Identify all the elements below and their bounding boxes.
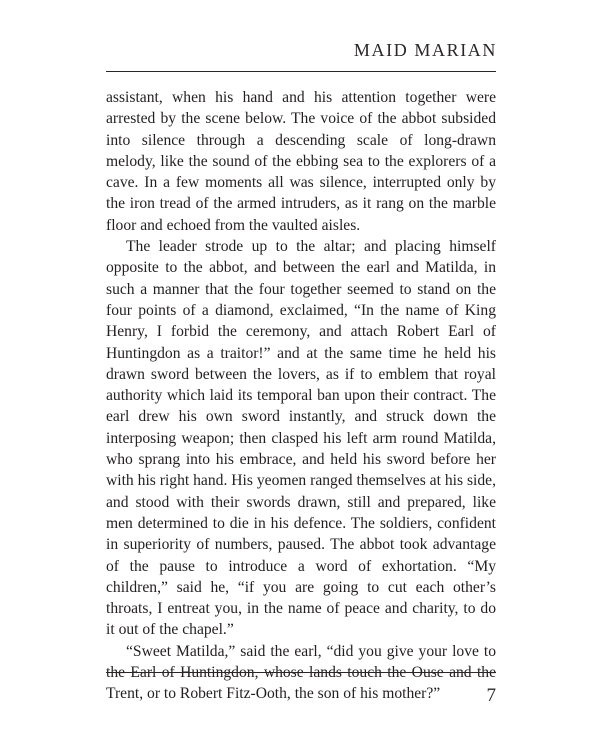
header-rule [106, 71, 496, 72]
body-text [106, 87, 496, 705]
running-head-title: MAID MARIAN [353, 40, 497, 60]
footer-rule [106, 672, 496, 673]
paragraph-sweet-matilda: “Sweet Matilda,” said the earl, “did you give your love to the Earl of Huntingdon, whose lands touch the Ouse and the Trent, or to Robert Fitz-Ooth, the son of his mother?” [106, 642, 496, 703]
paragraph-leader-strode: The leader strode up to the altar; and placing himself opposite to the abbot, and between the earl and Matilda, in such a manner that the four together seemed to stand on the four points of a diamond, exclaimed, “In the name of King Henry, I forbid the ceremony, and attach Robert Earl of Huntingdon as a traitor!” and at the same time he held his drawn sword between the lovers, as if to emblem that royal authority which laid its temporal ban upon their contract. The earl drew his own sword instantly, and struck down the interposing weapon; then clasped his left arm round Matilda, who sprang into his embrace, and held his sword before her with his right hand. His yeomen ranged themselves at his side, and stood with their swords drawn, still and prepared, like men determined to die in his defence. The soldiers, confident in superiority of numbers, paused. The abbot took advantage of the pause to introduce a word of exhortation. “My children,” said he, “if you are going to cut each other’s throats, I entreat you, in the name of peace and charity, to do it out of the chapel.” [106, 238, 496, 639]
paragraph-continuation: assistant, when his hand and his attention together were arrested by the scene below. The voice of the abbot subsided into silence through a descending scale of long-drawn melody, like the sound of the ebbing sea to the explorers of a cave. In a few moments all was silence, interrupted only by the iron tread of the armed intruders, as it rang on the marble floor and echoed from the vaulted aisles. [106, 89, 496, 234]
page-number: 7 [486, 685, 496, 706]
